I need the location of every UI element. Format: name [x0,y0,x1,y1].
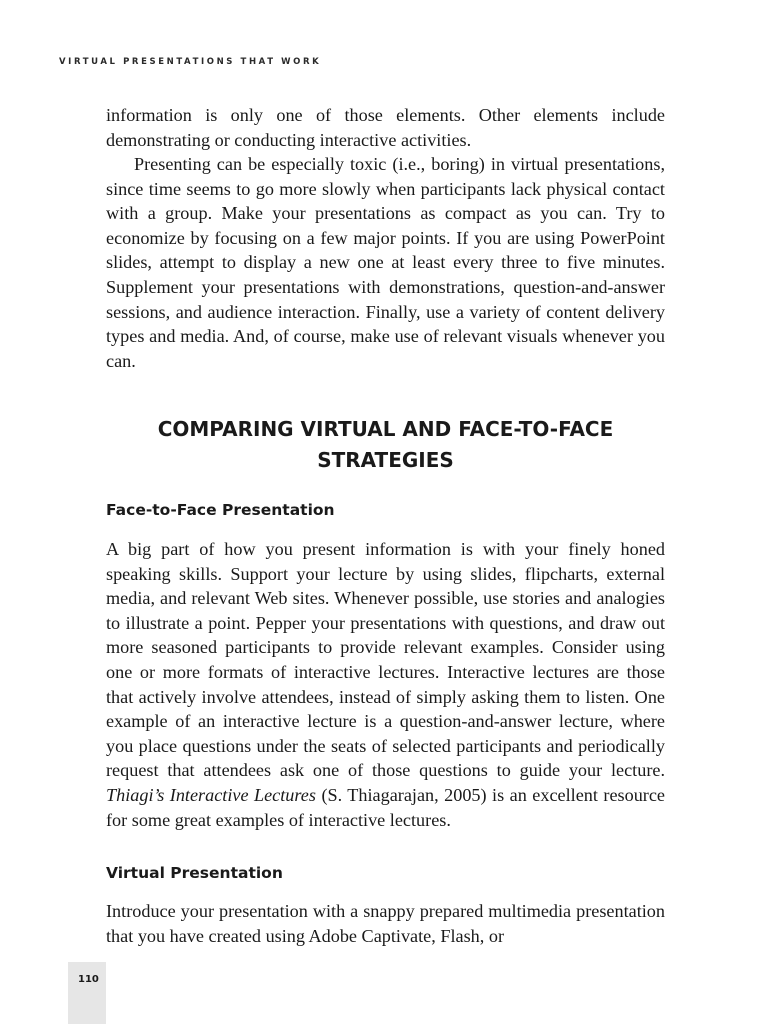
paragraph-3 [106,537,665,832]
subheading-face-to-face: Face-to-Face Presentation [106,501,335,519]
running-head: VIRTUAL PRESENTATIONS THAT WORK [59,57,322,67]
book-title: Thiagi’s Interactive Lectures [106,784,316,805]
subheading-virtual: Virtual Presentation [106,864,283,882]
page-number: 110 [78,974,99,985]
paragraph-3-text-before: A big part of how you present information is with your finely honed speaking skills. Support your lecture by using slides, flipcharts, external media, and relevant Web sites. Whenever possible, use stories and analogies to illustrate a point. Pepper your presentations with questions, and draw out more seasoned participants to provide relevant examples. Consider using one or more formats of interactive lectures. Interactive lectures are those that actively involve attendees, instead of simply asking them to listen. One example of an interactive lecture is a question-and-answer lecture, where you place questions under the seats of selected participants and periodically request that attendees ask one of those questions to guide your lecture. [106,539,665,781]
paragraph-3-text-after: (S. Thiagarajan, 2005) is an excellent resource for some great examples of interactive lectures. [106,784,665,830]
paragraph-2: Presenting can be especially toxic (i.e., boring) in virtual presentations, since time seems to go more slowly when participants lack physical contact with a group. Make your presentations as compact as you can. Try to economize by focusing on a few major points. If you are using PowerPoint slides, attempt to display a new one at least every three to five minutes. Supplement your presentations with demonstrations, question-and-answer sessions, and audience interaction. Finally, use a variety of content delivery types and media. And, of course, make use of relevant visuals whenever you can. [106,154,665,371]
page-number-tab [68,962,106,1024]
section-heading-line-1: COMPARING VIRTUAL AND FACE-TO-FACE [157,417,614,441]
paragraph-1: information is only one of those elements. Other elements include demonstrating or conducting interactive activities. [106,105,665,150]
paragraph-4: Introduce your presentation with a snappy prepared multimedia presentation that you have created using Adobe Captivate, Flash, or [106,901,665,946]
section-heading [106,414,665,476]
section-heading-line-2: STRATEGIES [317,448,454,472]
